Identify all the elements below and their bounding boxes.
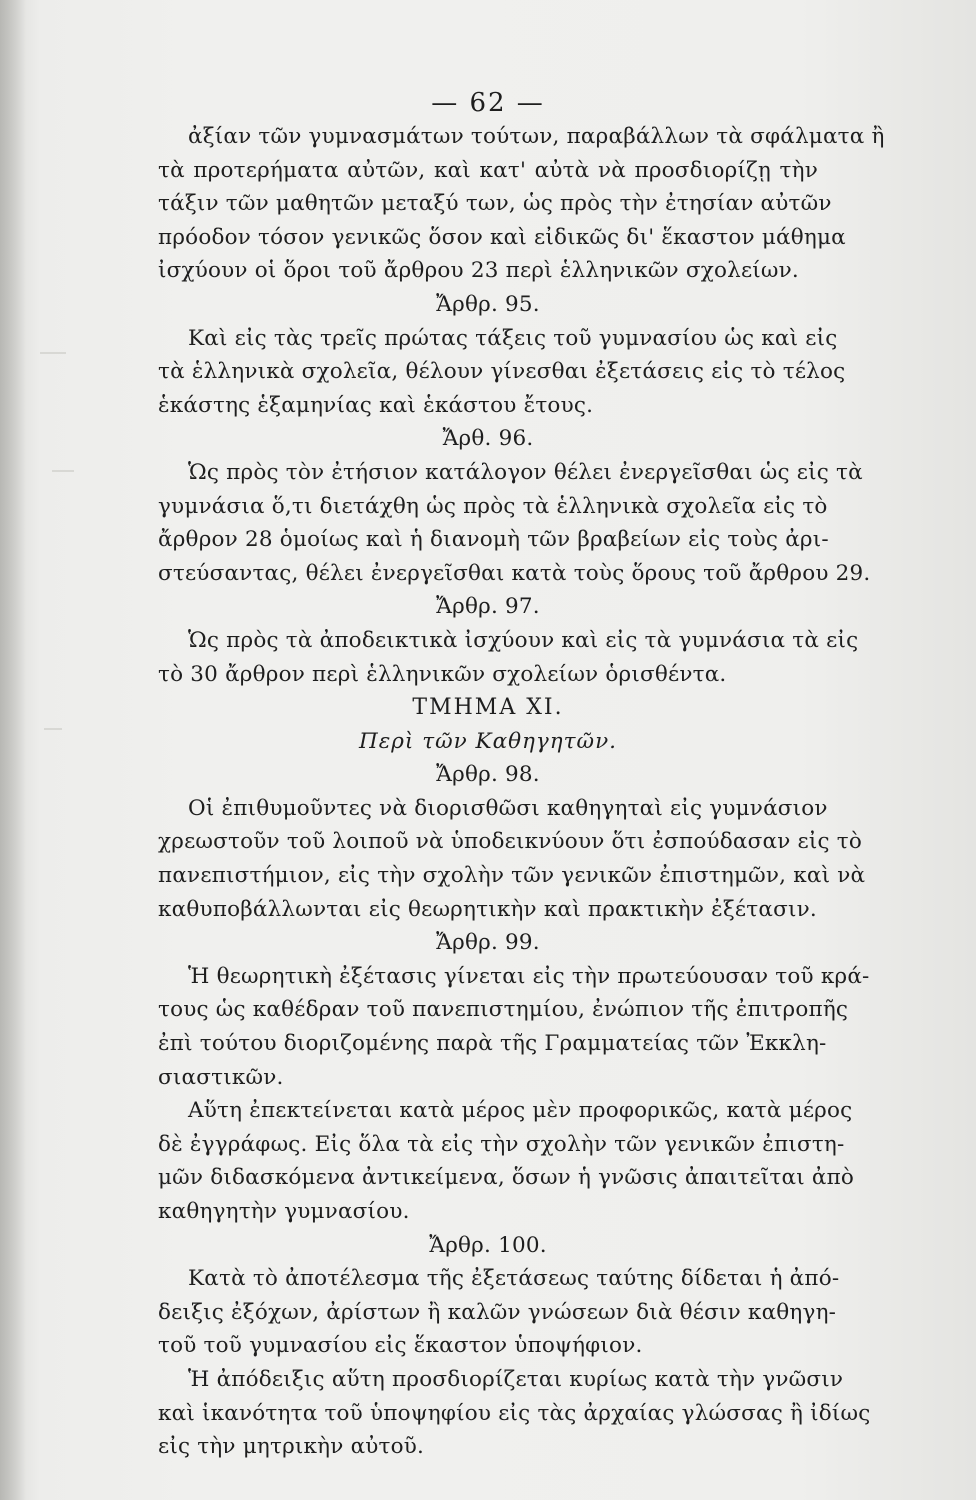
text-line: καθηγητὴν γυμνασίου.	[158, 1199, 410, 1224]
text-line: Κατὰ τὸ ἀποτέλεσμα τῆς ἐξετάσεως ταύτης δίδεται ἡ ἀπό-	[188, 1266, 840, 1292]
text-line: Ὡς πρὸς τὸν ἐτήσιον κατάλογον θέλει ἐνεργεῖσθαι ὡς εἰς τὰ	[188, 459, 863, 485]
text-line: τοῦ τοῦ γυμνασίου εἰς ἕκαστον ὑποψήφιον.	[158, 1333, 643, 1359]
article-heading: Ἄρθρ. 100.	[429, 1232, 547, 1258]
text-line: δειξις ἐξόχων, ἀρίστων ἢ καλῶν γνώσεων διὰ θέσιν καθηγη-	[158, 1299, 837, 1325]
body-text	[158, 120, 885, 1464]
page-number: — 62 —	[431, 88, 545, 118]
bleed-mark	[40, 352, 66, 354]
text-line: Καὶ εἰς τὰς τρεῖς πρώτας τάξεις τοῦ γυμνασίου ὡς καὶ εἰς	[188, 325, 838, 351]
text-line: καὶ ἱκανότητα τοῦ ὑποψηφίου εἰς τὰς ἀρχαίας γλώσσας ἢ ἰδίως	[158, 1400, 871, 1426]
text-line: μῶν διδασκόμενα ἀντικείμενα, ὅσων ἡ γνῶσις ἀπαιτεῖται ἀπὸ	[158, 1165, 855, 1191]
text-line: πανεπιστήμιον, εἰς τὴν σχολὴν τῶν γενικῶν ἐπιστημῶν, καὶ νὰ	[158, 863, 866, 889]
section-subtitle: Περὶ τῶν Καθηγητῶν.	[359, 728, 617, 754]
bleed-mark	[44, 728, 62, 730]
text-line: ἰσχύουν οἱ ὅροι τοῦ ἄρθρου 23 περὶ ἑλληνικῶν σχολείων.	[158, 258, 799, 284]
text-line: ἀξίαν τῶν γυμνασμάτων τούτων, παραβάλλων τὰ σφάλματα ἢ	[188, 124, 885, 149]
article-heading: Ἄρθρ. 95.	[436, 291, 540, 317]
text-line: ἑκάστης ἑξαμηνίας καὶ ἑκάστου ἔτους.	[158, 392, 594, 418]
section-title: ΤΜΗΜΑ ΧΙ.	[412, 695, 564, 721]
text-line: ἄρθρον 28 ὁμοίως καὶ ἡ διανομὴ τῶν βραβείων εἰς τοὺς ἀρι-	[158, 527, 829, 553]
text-line: πρόοδον τόσον γενικῶς ὅσον καὶ εἰδικῶς δι' ἕκαστον μάθημα	[158, 224, 846, 250]
text-line: τους ὡς καθέδραν τοῦ πανεπιστημίου, ἐνώπιον τῆς ἐπιτροπῆς	[158, 997, 849, 1023]
text-line: τὰ προτερήματα αὐτῶν, καὶ κατ' αὐτὰ νὰ προσδιορίζῃ τὴν	[158, 157, 818, 183]
text-line: Αὕτη ἐπεκτείνεται κατὰ μέρος μὲν προφορικῶς, κατὰ μέρος	[188, 1098, 853, 1124]
text-line: Ὡς πρὸς τὰ ἀποδεικτικὰ ἰσχύουν καὶ εἰς τὰ γυμνάσια τὰ εἰς	[188, 627, 859, 653]
text-line: τάξιν τῶν μαθητῶν μεταξύ των, ὡς πρὸς τὴν ἐτησίαν αὐτῶν	[158, 191, 832, 217]
text-line: καθυποβάλλωνται εἰς θεωρητικὴν καὶ πρακτικὴν ἐξέτασιν.	[158, 896, 817, 922]
text-line: τὰ ἑλληνικὰ σχολεῖα, θέλουν γίνεσθαι ἐξετάσεις εἰς τὸ τέλος	[158, 359, 846, 385]
article-heading: Ἄρθρ. 97.	[436, 594, 540, 620]
text-line: Ἡ θεωρητικὴ ἐξέτασις γίνεται εἰς τὴν πρωτεύουσαν τοῦ κρά-	[188, 963, 870, 989]
text-line: χρεωστοῦν τοῦ λοιποῦ νὰ ὑποδεικνύουν ὅτι ἐσπούδασαν εἰς τὸ	[158, 829, 863, 855]
bleed-mark	[52, 470, 74, 472]
article-heading: Ἄρθ. 96.	[442, 426, 534, 452]
article-heading: Ἄρθρ. 99.	[436, 930, 540, 956]
text-line: Ἡ ἀπόδειξις αὕτη προσδιορίζεται κυρίως κατὰ τὴν γνῶσιν	[188, 1366, 844, 1392]
text-line: δὲ ἐγγράφως. Εἰς ὅλα τὰ εἰς τὴν σχολὴν τῶν γενικῶν ἐπιστη-	[158, 1131, 845, 1157]
text-line: στεύσαντας, θέλει ἐνεργεῖσθαι κατὰ τοὺς ὅρους τοῦ ἄρθρου 29.	[158, 560, 871, 586]
text-line: εἰς τὴν μητρικὴν αὐτοῦ.	[158, 1434, 425, 1460]
text-line: Οἱ ἐπιθυμοῦντες νὰ διορισθῶσι καθηγηταὶ εἰς γυμνάσιον	[188, 795, 828, 821]
article-heading: Ἄρθρ. 98.	[436, 762, 540, 788]
text-line: γυμνάσια ὅ,τι διετάχθη ὡς πρὸς τὰ ἑλληνικὰ σχολεῖα εἰς τὸ	[158, 493, 828, 519]
binding-shadow	[0, 0, 26, 1500]
text-line: ἐπὶ τούτου διοριζομένης παρὰ τῆς Γραμματείας τῶν Ἐκκλη-	[158, 1031, 827, 1057]
text-line: τὸ 30 ἄρθρον περὶ ἑλληνικῶν σχολείων ὁρισθέντα.	[158, 661, 727, 687]
text-line: σιαστικῶν.	[158, 1064, 284, 1090]
